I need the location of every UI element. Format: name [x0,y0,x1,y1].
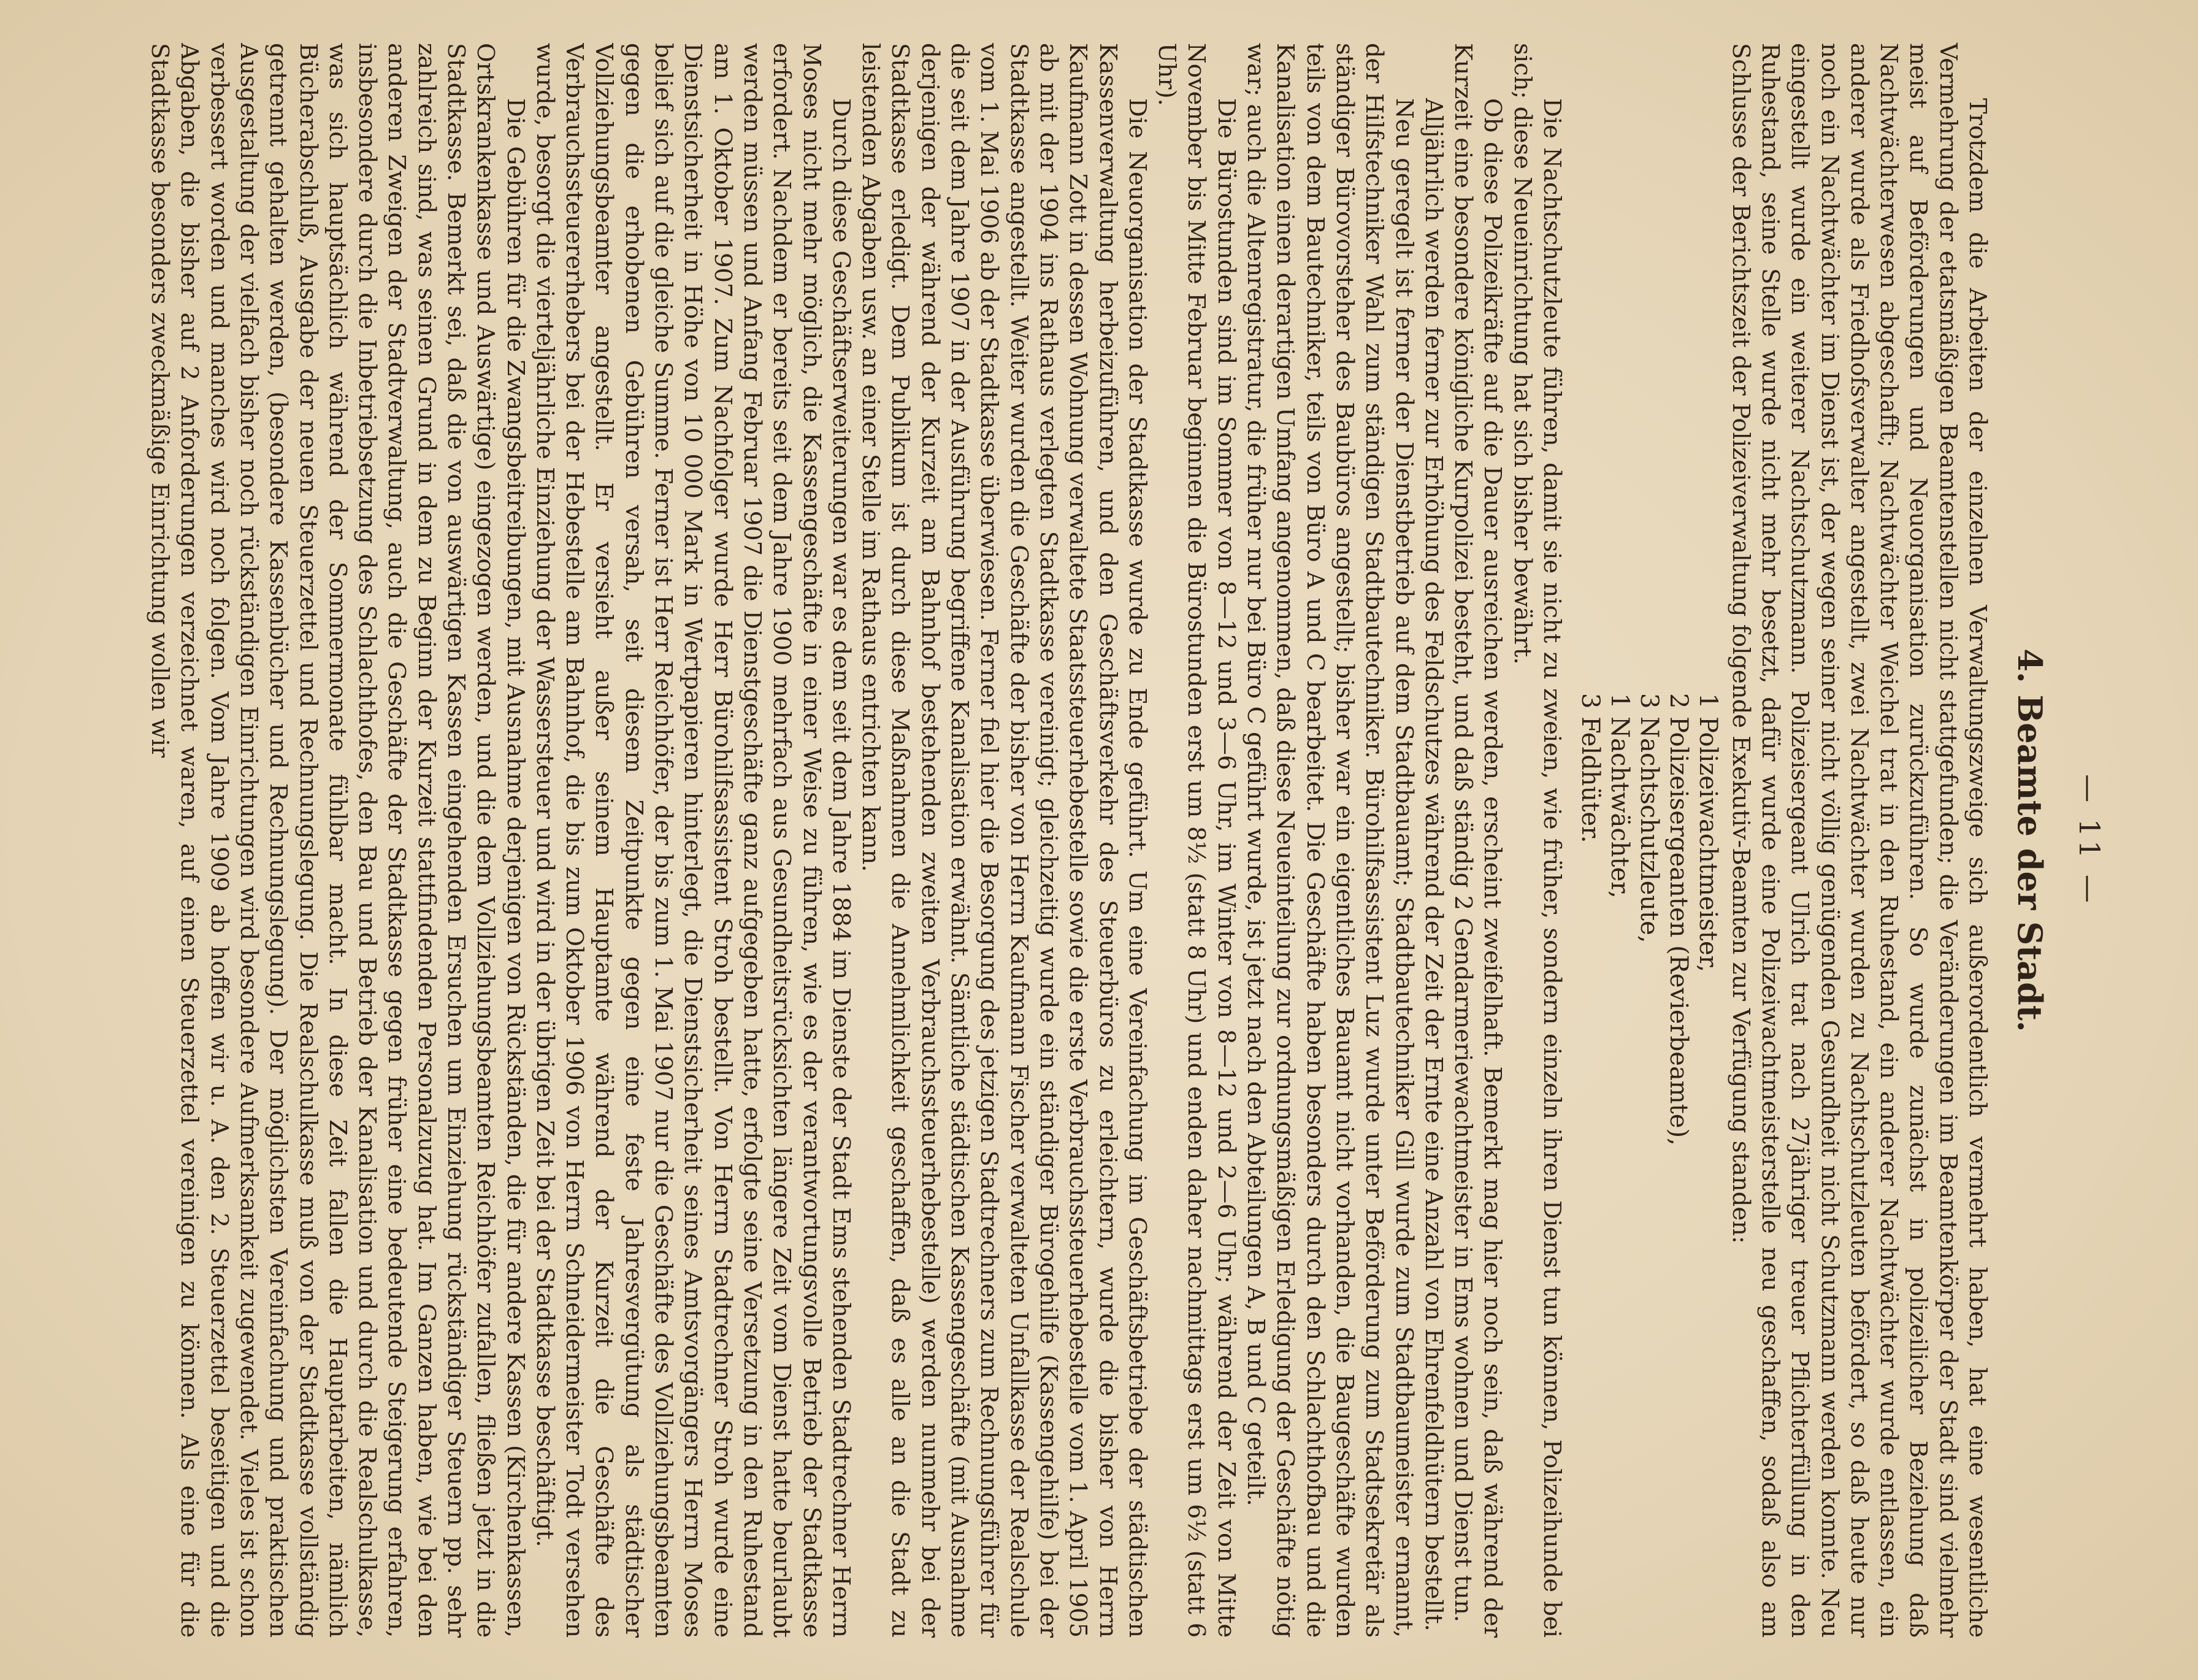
paragraph: Die Nachtschutzleute führen, damit sie nicht zu zweien, wie früher, sondern einzeln ihren Dienst tun können, Polizeihunde bei sich; diese Neueinrichtung hat sich bisher bewährt. [1508,43,1566,1638]
list-item: 2 Polizeisergeanten (Revierbeamte), [1664,693,1693,1146]
body-text [82,43,1566,1638]
list-item: 3 Feldhüter. [1576,693,1604,843]
list-item: 3 Nachtschutzleute, [1635,693,1663,943]
paragraph: Trotzdem die Arbeiten der einzelnen Verwaltungszweige sich außerordentlich vermehrt haben, hat eine wesentliche Vermehrung der etatsmäßigen Beamtenstellen nicht stattgefunden; die Veränderungen im Beamtenkörper der Stadt sind vielmehr meist auf Beförderungen und Neuorganisation zurückzuführen. So wurde zunächst in polizeilicher Beziehung daß Nachtwächterwesen abgeschafft; Nachtwächter Weichel trat in den Ruhestand, ein anderer Nachtwächter wurde entlassen, ein anderer wurde als Friedhofsverwalter angestellt, zwei Nachtwächter wurden zu Nachtschutzleuten befördert, so daß heute nur noch ein Nachtwächter im Dienst ist, der wegen seiner nicht völlig genügenden Gesundheit nicht Schutzmann werden konnte. Neu eingestellt wurde ein weiterer Nachtschutzmann. Polizeisergeant Ulrich trat nach 27jähriger treuer Pflichterfüllung in den Ruhestand, seine Stelle wurde nicht mehr besetzt, dafür wurde eine Polizeiwachtmeisterstelle neu geschaffen, sodaß also am Schlusse der Berichtszeit der Polizeiverwaltung folgende Exekutiv-Beamten zur Verfügung standen: [1726,43,1991,1638]
paragraph: Die Bürostunden sind im Sommer von 8—12 und 3—6 Uhr, im Winter von 8—12 und 2—6 Uhr; während der Zeit von Mitte November bis Mitte Februar beginnen die Bürostunden erst um 8½ (statt 8 Uhr) und enden daher nachmittags erst um 6½ (statt 6 Uhr). [1153,43,1240,1638]
section-heading: 4. Beamte der Stadt. [2010,648,2050,1032]
paragraph: Alljährlich werden ferner zur Erhöhung des Feldschutzes während der Zeit der Ernte eine Anzahl von Ehrenfeldhütern bestellt. [1419,98,1447,1632]
paragraph: Durch diese Geschäftserweiterungen war es dem seit dem Jahre 1884 im Dienste der Stadt Ems stehenden Stadtrechner Herrn Moses nicht mehr möglich, die Kassengeschäfte in einer Weise zu führen, wie es der verantwortungsvolle Betrieb der Stadtkasse erfordert. Nachdem er bereits seit dem Jahre 1900 mehrfach aus Gesundheitsrücksichten längere Zeit vom Dienst hatte beurlaubt werden müssen und Anfang Februar 1907 die Dienstgeschäfte ganz aufgegeben hatte, erfolgte seine Versetzung in den Ruhestand am 1. Oktober 1907. Zum Nachfolger wurde Herr Bürohilfsassistent Stroh bestellt. Von Herrn Stadtrechner Stroh wurde eine Dienstsicherheit in Höhe von 10 000 Mark in Wertpapieren hinterlegt, die Dienstsicherheit seines Amtsvorgängers Herrn Moses belief sich auf die gleiche Summe. Ferner ist Herr Reichhöfer, der bis zum 1. Mai 1907 nur die Geschäfte des Vollziehungsbeamten gegen die erhobenen Gebühren versah, seit diesem Zeitpunkte gegen eine feste Jahresvergütung als städtischer Vollziehungsbeamter angestellt. Er versieht außer seinem Hauptamte während der Kurzeit die Geschäfte des Verbrauchssteuererhebers bei der Hebestelle am Bahnhof, die bis zum Oktober 1906 von Herrn Schneidermeister Todt versehen wurde, besorgt die vierteljährliche Einziehung der Wassersteuer und wird in der übrigen Zeit bei der Stadtkasse beschäftigt. [530,43,855,1638]
rotated-text-block [94,31,2106,1650]
list-item: 1 Nachtwächter, [1606,693,1634,899]
paragraph: Die Gebühren für die Zwangsbeitreibungen, mit Ausnahme derjenigen von Rückständen, die für andere Kassen (Kirchenkassen, Ortskrankenkasse und Auswärtige) eingezogen werden, und die dem Vollziehungsbeamten Reichhöfer zufallen, fließen jetzt in die Stadtkasse. Bemerkt sei, daß die von auswärtigen Kassen eingehenden Ersuchen um Einziehung rückständiger Steuern pp. sehr zahlreich sind, was seinen Grund in dem zu Beginn der Kurzeit stattfindenden Personalzuzug hat. Im Ganzen haben, wie bei den anderen Zweigen der Stadtverwaltung, auch die Geschäfte der Stadtkasse gegen früher eine bedeutende Steigerung erfahren, insbesondere durch die Inbetriebsetzung des Schlachthofes, den Bau und Betrieb der Kanalisation und durch die Realschulkasse, was sich hauptsächlich während der Sommermonate fühlbar macht. In diese Zeit fallen die Hauptarbeiten, nämlich Bücherabschluß, Ausgabe der neuen Steuerzettel und Rechnungslegung. Die Realschulkasse muß von der Stadtkasse vollständig getrennt gehalten werden, (besondere Kassenbücher und Rechnungslegung). Der möglichsten Vereinfachung und praktischen Ausgestaltung der vielfach bisher noch rückständigen Einrichtungen wird besondere Aufmerksamkeit zugewendet. Vieles ist schon verbessert worden und manches wird noch folgen. Vom Jahre 1909 ab hoffen wir u. A. den 2. Steuerzettel beseitigen und die Abgaben, die bisher auf 2 Anforderungen verzeichnet waren, auf einen Steuerzettel vereinigen zu können. Als eine für die Stadtkasse besonders zweckmäßige Einrichtung wollen wir [146,43,529,1638]
page-number: — 11 — [2073,774,2106,907]
paragraph: Neu geregelt ist ferner der Dienstbetrieb auf dem Stadtbauamt; Stadtbautechniker Gill wurde zum Stadtbaumeister ernannt, der Hilfstechniker Wahl zum ständigen Stadtbautechniker. Bürohilfsassistent Luz wurde unter Beförderung zum Stadtsekretär als ständiger Bürovorsteher des Baubüros angestellt; bisher war ein eigentliches Bauamt nicht vorhanden, die Baugeschäfte wurden teils von dem Bautechniker, teils von Büro A und C bearbeitet. Die Geschäfte haben besonders durch den Schlachthofbau und die Kanalisation einen derartigen Umfang angenommen, daß diese Neueinteilung zur ordnungsmäßigen Erledigung der Geschäfte nötig war; auch die Altenregistratur, die früher nur bei Büro C geführt wurde, ist jetzt nach den Abteilungen A, B und C geteilt. [1242,43,1418,1638]
list-item: 1 Polizeiwachtmeister, [1694,693,1722,973]
personnel-list [1576,693,1723,1245]
paragraph: Die Neuorganisation der Stadtkasse wurde zu Ende geführt. Um eine Vereinfachung im Geschäftsbetriebe der städtischen Kassenverwaltung herbeizuführen, und den Geschäftsverkehr des Steuerbüros zu erleichtern, wurde die bisher von Herrn Kaufmann Zott in dessen Wohnung verwaltete Staatssteuerhebestelle sowie die erste Verbrauchssteuerhebestelle vom 1. April 1905 ab mit der 1904 ins Rathaus verlegten Stadtkasse vereinigt; gleichzeitig wurde ein ständiger Bürogehilfe (Kassengehilfe) bei der Stadtkasse angestellt. Weiter wurden die Geschäfte der bisher von Herrn Kaufmann Fischer verwalteten Unfallkasse der Realschule vom 1. Mai 1906 ab der Stadtkasse überwiesen. Ferner fiel hier die Besorgung des jetzigen Stadtrechners zum Rechnungsführer für die seit dem Jahre 1907 in der Ausführung begriffene Kanalisation erwähnt. Sämtliche städtischen Kassengeschäfte (mit Ausnahme derjenigen der während der Kurzeit am Bahnhof bestehenden zweiten Verbrauchssteuerhebestelle) werden nunmehr bei der Stadtkasse erledigt. Dem Publikum ist durch diese Maßnahmen die Annehmlichkeit geschaffen, daß es alle an die Stadt zu leistenden Abgaben usw. an einer Stelle im Rathaus entrichten kann. [857,43,1151,1638]
paragraph: Ob diese Polizeikräfte auf die Dauer ausreichen werden, erscheint zweifelhaft. Bemerkt mag hier noch sein, daß während der Kurzeit eine besondere königliche Kurpolizei besteht, und daß ständig 2 Gendarmeriewachtmeister in Ems wohnen und Dienst tun. [1449,43,1507,1638]
